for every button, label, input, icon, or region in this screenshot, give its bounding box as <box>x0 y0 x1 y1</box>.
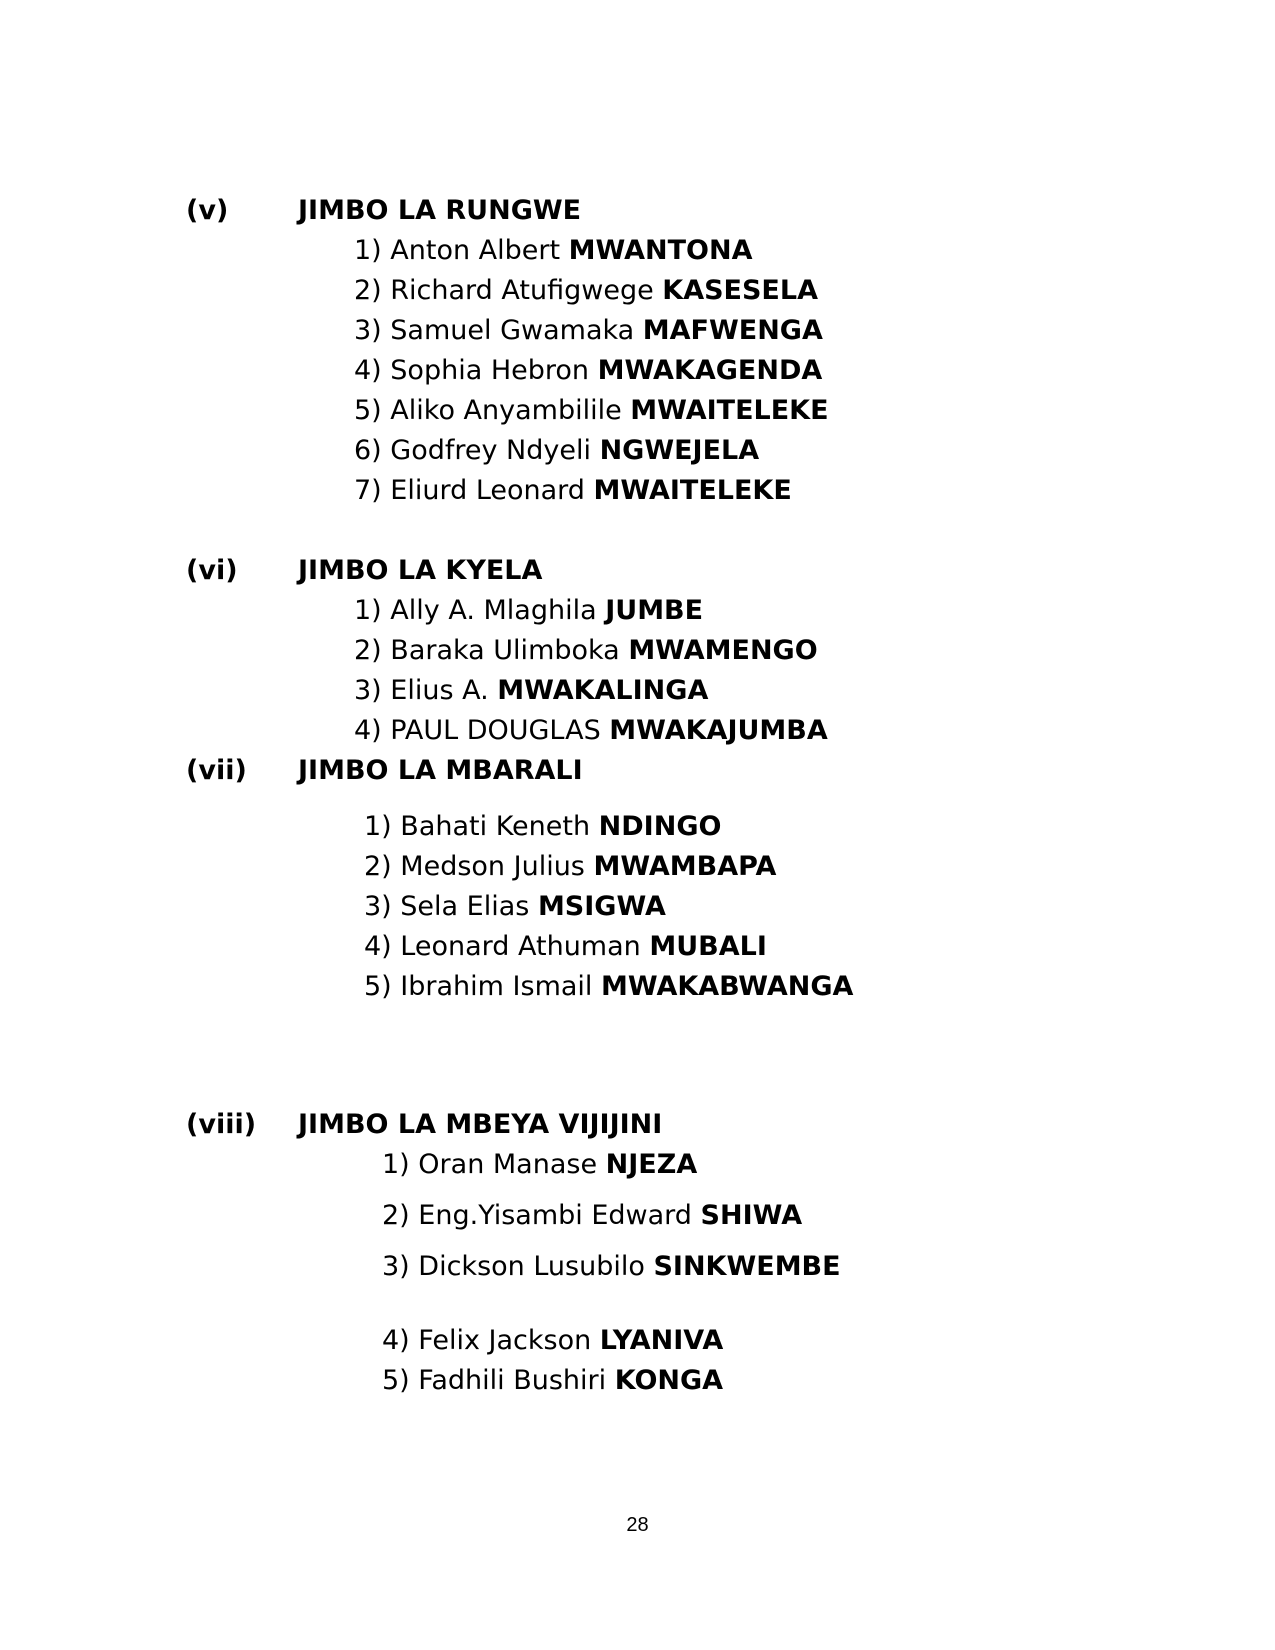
section-number: (vii) <box>186 755 247 786</box>
list-item <box>364 927 767 967</box>
candidate-surname: JUMBE <box>605 595 704 626</box>
section-title: JIMBO LA RUNGWE <box>298 195 582 226</box>
list-item <box>354 591 703 631</box>
candidate-surname: NGWEJELA <box>599 435 760 466</box>
list-item <box>354 671 708 711</box>
candidate-given-name: 4) Felix Jackson <box>382 1325 600 1356</box>
list-item <box>364 887 666 927</box>
list-item <box>354 231 752 271</box>
candidate-given-name: 1) Bahati Keneth <box>364 811 599 842</box>
candidate-given-name: 3) Samuel Gwamaka <box>354 315 643 346</box>
candidate-surname: MWAKABWANGA <box>601 971 854 1002</box>
candidate-surname: MWANTONA <box>568 235 753 266</box>
candidate-surname: MUBALI <box>649 931 767 962</box>
candidate-given-name: 1) Oran Manase <box>382 1149 606 1180</box>
list-item <box>354 631 818 671</box>
candidate-surname: LYANIVA <box>599 1325 724 1356</box>
list-item <box>382 1321 723 1361</box>
candidate-given-name: 5) Ibrahim Ismail <box>364 971 602 1002</box>
candidate-given-name: 2) Medson Julius <box>364 851 594 882</box>
list-item <box>382 1145 697 1185</box>
list-item <box>354 271 818 311</box>
section-title: JIMBO LA MBEYA VIJIJINI <box>298 1109 663 1140</box>
candidate-given-name: 3) Dickson Lusubilo <box>382 1251 654 1282</box>
section-number: (viii) <box>186 1109 257 1140</box>
candidate-surname: MWAKAGENDA <box>597 355 823 386</box>
list-item <box>354 431 759 471</box>
candidate-surname: MSIGWA <box>537 891 666 922</box>
candidate-given-name: 2) Eng.Yisambi Edward <box>382 1200 701 1231</box>
candidate-surname: KASESELA <box>662 275 818 306</box>
candidate-given-name: 3) Elius A. <box>354 675 498 706</box>
candidate-surname: MWAMENGO <box>628 635 818 666</box>
candidate-surname: MWAKALINGA <box>497 675 709 706</box>
candidate-given-name: 3) Sela Elias <box>364 891 538 922</box>
candidate-given-name: 5) Aliko Anyambilile <box>354 395 631 426</box>
candidate-given-name: 5) Fadhili Bushiri <box>382 1365 615 1396</box>
section-number: (vi) <box>186 555 238 586</box>
candidate-surname: MWAKAJUMBA <box>609 715 828 746</box>
section-number: (v) <box>186 195 229 226</box>
candidate-given-name: 1) Ally A. Mlaghila <box>354 595 606 626</box>
list-item <box>354 711 828 751</box>
candidate-given-name: 2) Richard Atufigwege <box>354 275 663 306</box>
candidate-given-name: 6) Godfrey Ndyeli <box>354 435 600 466</box>
section-title: JIMBO LA KYELA <box>298 555 543 586</box>
list-item <box>382 1247 841 1287</box>
list-item <box>354 351 822 391</box>
candidate-surname: MWAITELEKE <box>593 475 792 506</box>
candidate-surname: MWAITELEKE <box>630 395 829 426</box>
candidate-given-name: 4) Leonard Athuman <box>364 931 650 962</box>
candidate-given-name: 2) Baraka Ulimboka <box>354 635 629 666</box>
candidate-surname: NDINGO <box>598 811 722 842</box>
page-number: 28 <box>626 1514 649 1536</box>
candidate-surname: KONGA <box>614 1365 724 1396</box>
candidate-given-name: 4) PAUL DOUGLAS <box>354 715 610 746</box>
list-item <box>354 471 792 511</box>
candidate-surname: SINKWEMBE <box>653 1251 841 1282</box>
list-item <box>364 807 721 847</box>
candidate-surname: NJEZA <box>605 1149 698 1180</box>
candidate-surname: MWAMBAPA <box>593 851 777 882</box>
section-title: JIMBO LA MBARALI <box>298 755 583 786</box>
list-item <box>364 967 853 1007</box>
list-item <box>382 1361 723 1401</box>
candidate-given-name: 4) Sophia Hebron <box>354 355 598 386</box>
list-item <box>364 847 776 887</box>
candidate-surname: SHIWA <box>700 1200 803 1231</box>
list-item <box>354 311 823 351</box>
candidate-given-name: 7) Eliurd Leonard <box>354 475 594 506</box>
candidate-given-name: 1) Anton Albert <box>354 235 569 266</box>
list-item <box>382 1196 802 1236</box>
list-item <box>354 391 829 431</box>
candidate-surname: MAFWENGA <box>642 315 823 346</box>
